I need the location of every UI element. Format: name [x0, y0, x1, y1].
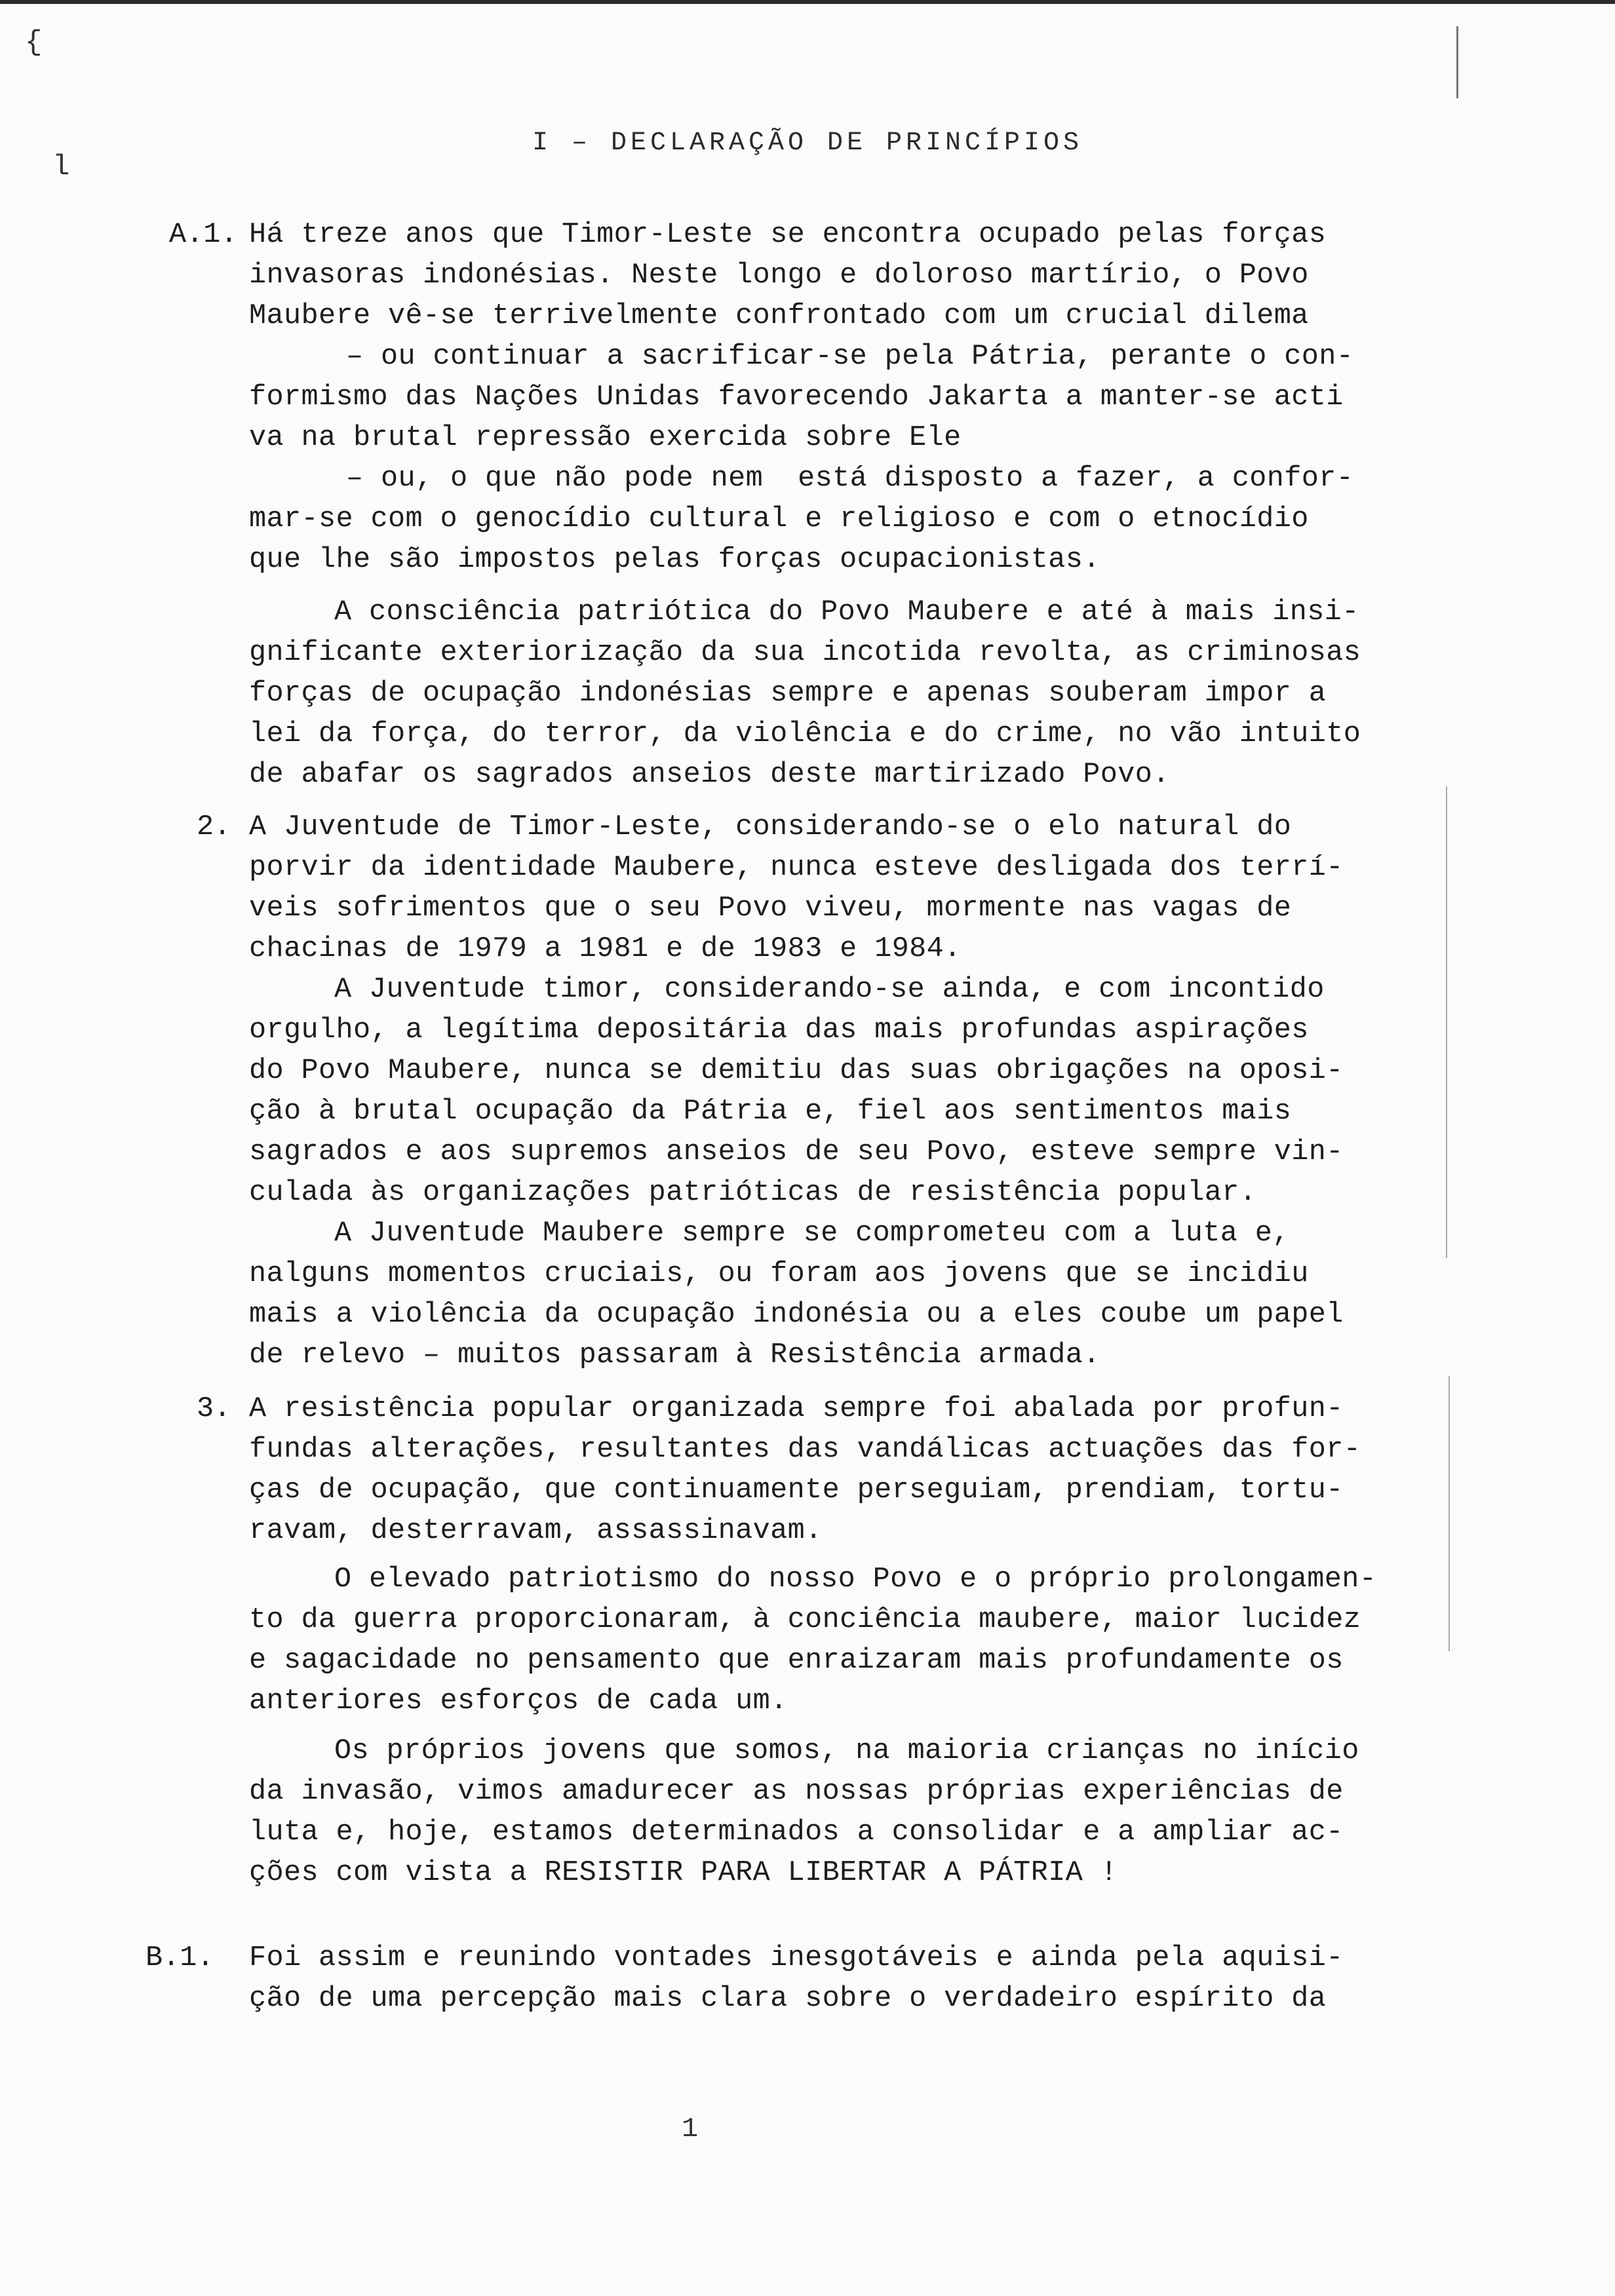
text-line: forças de ocupação indonésias sempre e apenas souberam impor a — [249, 678, 1327, 710]
text-line: ças de ocupação, que continuamente perseguiam, prendiam, tortu- — [249, 1474, 1344, 1506]
section-number: 3. — [197, 1393, 231, 1425]
text-line: Os próprios jovens que somos, na maioria crianças no início — [334, 1735, 1359, 1767]
text-line: Maubere vê-se terrivelmente confrontado com um crucial dilema — [249, 300, 1309, 332]
text-line: ção de uma percepção mais clara sobre o verdadeiro espírito da — [249, 1983, 1327, 2015]
margin-mark-brace: { — [25, 26, 43, 59]
text-line: va na brutal repressão exercida sobre Ele — [249, 422, 962, 454]
text-line: que lhe são impostos pelas forças ocupacionistas. — [249, 544, 1100, 576]
text-line: porvir da identidade Maubere, nunca esteve desligada dos terrí- — [249, 852, 1344, 884]
margin-rule — [1456, 26, 1458, 98]
text-line: – ou, o que não pode nem está disposto a fazer, a confor- — [346, 463, 1354, 495]
section-number: A.1. — [169, 219, 238, 251]
margin-mark-l: l — [52, 151, 70, 183]
text-line: O elevado patriotismo do nosso Povo e o próprio prolongamen- — [334, 1563, 1377, 1596]
text-line: ravam, desterravam, assassinavam. — [249, 1515, 823, 1547]
text-line: de abafar os sagrados anseios deste martirizado Povo. — [249, 759, 1170, 791]
text-line: fundas alterações, resultantes das vandálicas actuações das for- — [249, 1434, 1361, 1466]
text-line: Há treze anos que Timor-Leste se encontra ocupado pelas forças — [249, 219, 1327, 251]
text-line: Foi assim e reunindo vontades inesgotáveis e ainda pela aquisi- — [249, 1942, 1344, 1974]
page-top-border — [0, 0, 1615, 4]
text-line: invasoras indonésias. Neste longo e doloroso martírio, o Povo — [249, 259, 1309, 292]
page-title: I – DECLARAÇÃO DE PRINCÍPIOS — [532, 128, 1083, 158]
text-line: mais a violência da ocupação indonésia ou a eles coube um papel — [249, 1299, 1344, 1331]
text-line: A Juventude timor, considerando-se ainda, e com incontido — [334, 974, 1325, 1006]
page-number: 1 — [682, 2113, 699, 2145]
text-line: lei da força, do terror, da violência e do crime, no vão intuito — [249, 718, 1361, 750]
text-line: nalguns momentos cruciais, ou foram aos jovens que se incidiu — [249, 1258, 1309, 1290]
text-line: A Juventude Maubere sempre se comprometeu com a luta e, — [334, 1217, 1290, 1250]
text-line: ções com vista a RESISTIR PARA LIBERTAR A PÁTRIA ! — [249, 1857, 1118, 1889]
text-line: luta e, hoje, estamos determinados a consolidar e a ampliar ac- — [249, 1816, 1344, 1848]
text-line: sagrados e aos supremos anseios de seu Povo, esteve sempre vin- — [249, 1136, 1344, 1168]
text-line: ção à brutal ocupação da Pátria e, fiel aos sentimentos mais — [249, 1096, 1292, 1128]
text-line: chacinas de 1979 a 1981 e de 1983 e 1984. — [249, 933, 962, 965]
margin-rule — [1449, 1376, 1450, 1651]
text-line: veis sofrimentos que o seu Povo viveu, mormente nas vagas de — [249, 892, 1292, 925]
text-line: orgulho, a legítima depositária das mais profundas aspirações — [249, 1014, 1309, 1046]
text-line: anteriores esforços de cada um. — [249, 1685, 788, 1717]
text-line: – ou continuar a sacrificar-se pela Pátria, perante o con- — [346, 341, 1354, 373]
text-line: e sagacidade no pensamento que enraizaram mais profundamente os — [249, 1645, 1344, 1677]
section-number: 2. — [197, 811, 231, 843]
section-number: B.1. — [146, 1942, 214, 1974]
text-line: mar-se com o genocídio cultural e religioso e com o etnocídio — [249, 503, 1309, 535]
text-line: A Juventude de Timor-Leste, considerando-se o elo natural do — [249, 811, 1292, 843]
text-line: da invasão, vimos amadurecer as nossas próprias experiências de — [249, 1776, 1344, 1808]
text-line: culada às organizações patrióticas de resistência popular. — [249, 1177, 1257, 1209]
text-line: A consciência patriótica do Povo Maubere e até à mais insi- — [334, 596, 1359, 628]
margin-rule — [1446, 786, 1447, 1258]
text-line: A resistência popular organizada sempre foi abalada por profun- — [249, 1393, 1344, 1425]
text-line: de relevo – muitos passaram à Resistência armada. — [249, 1339, 1100, 1371]
text-line: do Povo Maubere, nunca se demitiu das suas obrigações na oposi- — [249, 1055, 1344, 1087]
text-line: gnificante exteriorização da sua incotida revolta, as criminosas — [249, 637, 1361, 669]
text-line: to da guerra proporcionaram, à conciência maubere, maior lucidez — [249, 1604, 1361, 1636]
text-line: formismo das Nações Unidas favorecendo Jakarta a manter-se acti — [249, 381, 1344, 413]
